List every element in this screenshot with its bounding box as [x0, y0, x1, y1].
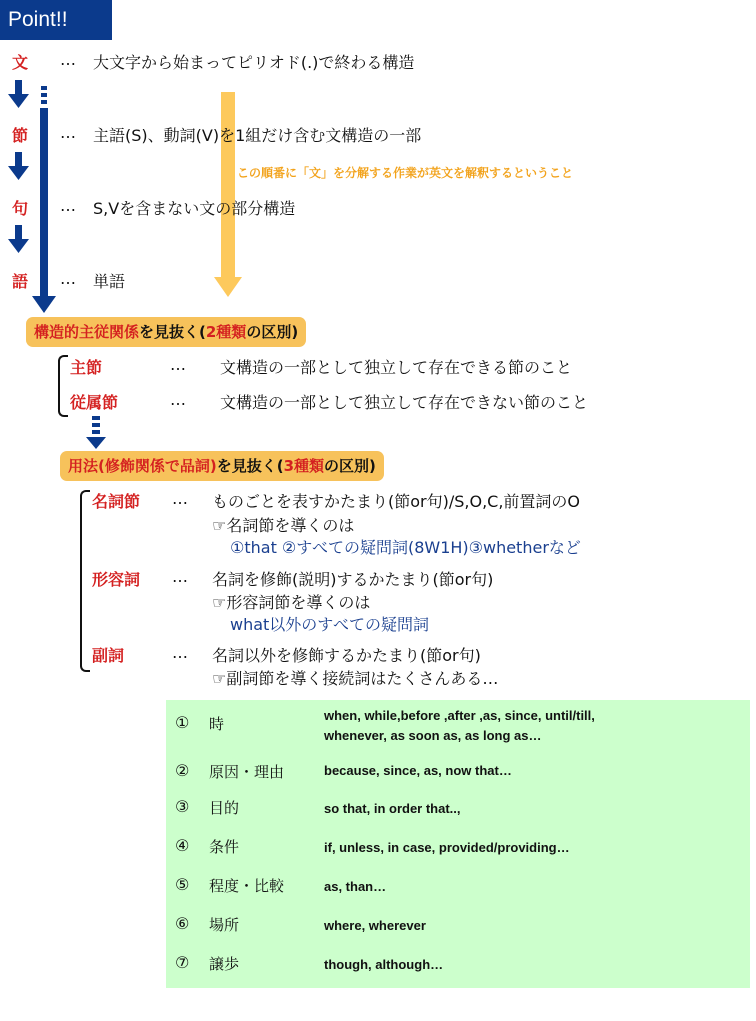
row-number: ①	[175, 713, 190, 732]
structure-title-a: 構造的主従関係	[34, 323, 140, 341]
dots: …	[60, 50, 76, 69]
dots: …	[170, 390, 186, 409]
usage-title	[60, 451, 384, 481]
desc-setsu: 主語(S)、動詞(V)を1組だけ含む文構造の一部	[93, 126, 422, 145]
dots: …	[172, 643, 188, 662]
desc-ku: S,Vを含まない文の部分構造	[93, 199, 296, 218]
row-conjunctions: if, unless, in case, provided/providing…	[324, 840, 570, 855]
desc-go: 単語	[93, 272, 126, 291]
dashed-down-arrow-icon	[86, 416, 106, 449]
examples-noun-clause: ①that ②すべての疑問詞(8W1H)③whetherなど	[230, 538, 581, 557]
row-category: 時	[209, 715, 225, 733]
row-category: 目的	[209, 799, 240, 817]
dots: …	[170, 355, 186, 374]
row-conjunctions: where, wherever	[324, 918, 426, 933]
row-number: ⑤	[175, 875, 190, 894]
structure-title-d: の区別)	[246, 323, 299, 341]
row-number: ⑥	[175, 914, 190, 933]
row-number: ③	[175, 797, 190, 816]
term-sub-clause: 従属節	[70, 393, 119, 412]
usage-title-c: 3種類	[283, 457, 325, 475]
row-number: ②	[175, 761, 190, 780]
structure-title	[26, 317, 306, 347]
row-conjunctions: as, than…	[324, 879, 387, 894]
dots: …	[60, 123, 76, 142]
term-go: 語	[12, 272, 29, 291]
row-category: 条件	[209, 838, 240, 856]
long-down-arrow-icon	[32, 108, 56, 313]
term-ku: 句	[12, 199, 29, 218]
down-arrow-icon	[8, 225, 29, 253]
dots: …	[172, 489, 188, 508]
brace	[80, 490, 90, 672]
desc-sub-clause: 文構造の一部として独立して存在できない節のこと	[220, 393, 589, 412]
row-conjunctions-line: whenever, as soon as, as long as…	[324, 728, 542, 743]
row-conjunctions: because, since, as, now that…	[324, 763, 512, 778]
term-adjective: 形容詞	[92, 570, 141, 589]
row-category: 譲歩	[209, 955, 240, 973]
usage-title-d: の区別)	[324, 457, 376, 475]
brace	[58, 355, 68, 417]
row-category: 原因・理由	[209, 763, 285, 781]
row-category: 程度・比較	[209, 877, 285, 895]
desc-noun-clause: ものごとを表すかたまり(節or句)/S,O,C,前置詞のO	[212, 492, 581, 511]
desc-adjective: 名詞を修飾(説明)するかたまり(節or句)	[212, 570, 494, 589]
sub-adverb: ☞副詞節を導く接続詞はたくさんある…	[212, 669, 499, 688]
dots: …	[172, 567, 188, 586]
conjunction-table	[166, 700, 750, 988]
desc-main-clause: 文構造の一部として独立して存在できる節のこと	[220, 358, 573, 377]
row-conjunctions: so that, in order that..,	[324, 801, 461, 816]
usage-title-a: 用法(修飾関係で品詞)	[68, 457, 217, 475]
dots: …	[60, 269, 76, 288]
term-noun-clause: 名詞節	[92, 492, 141, 511]
examples-adjective: what以外のすべての疑問詞	[230, 615, 429, 634]
row-number: ⑦	[175, 953, 190, 972]
sub-adjective: ☞形容詞節を導くのは	[212, 593, 371, 612]
term-adverb: 副詞	[92, 646, 125, 665]
row-category: 場所	[209, 916, 240, 934]
term-setsu: 節	[12, 126, 29, 145]
sub-noun-clause: ☞名詞節を導くのは	[212, 516, 355, 535]
usage-title-b: を見抜く(	[216, 457, 284, 475]
row-conjunctions	[324, 706, 595, 746]
down-arrow-icon	[8, 152, 29, 180]
row-conjunctions: though, although…	[324, 957, 444, 972]
dots: …	[60, 196, 76, 215]
term-bun: 文	[12, 53, 29, 72]
row-conjunctions-line: when, while,before ,after ,as, since, until/till,	[324, 708, 595, 723]
desc-adverb: 名詞以外を修飾するかたまり(節or句)	[212, 646, 481, 665]
term-main-clause: 主節	[70, 358, 103, 377]
structure-title-c: 2種類	[205, 323, 247, 341]
row-number: ④	[175, 836, 190, 855]
note-text: この順番に「文」を分解する作業が英文を解釈するということ	[237, 166, 574, 180]
point-header: Point!!	[0, 0, 112, 40]
structure-title-b: を見抜く(	[139, 323, 206, 341]
desc-bun: 大文字から始まってピリオド(.)で終わる構造	[93, 53, 415, 72]
down-arrow-icon	[8, 80, 29, 108]
